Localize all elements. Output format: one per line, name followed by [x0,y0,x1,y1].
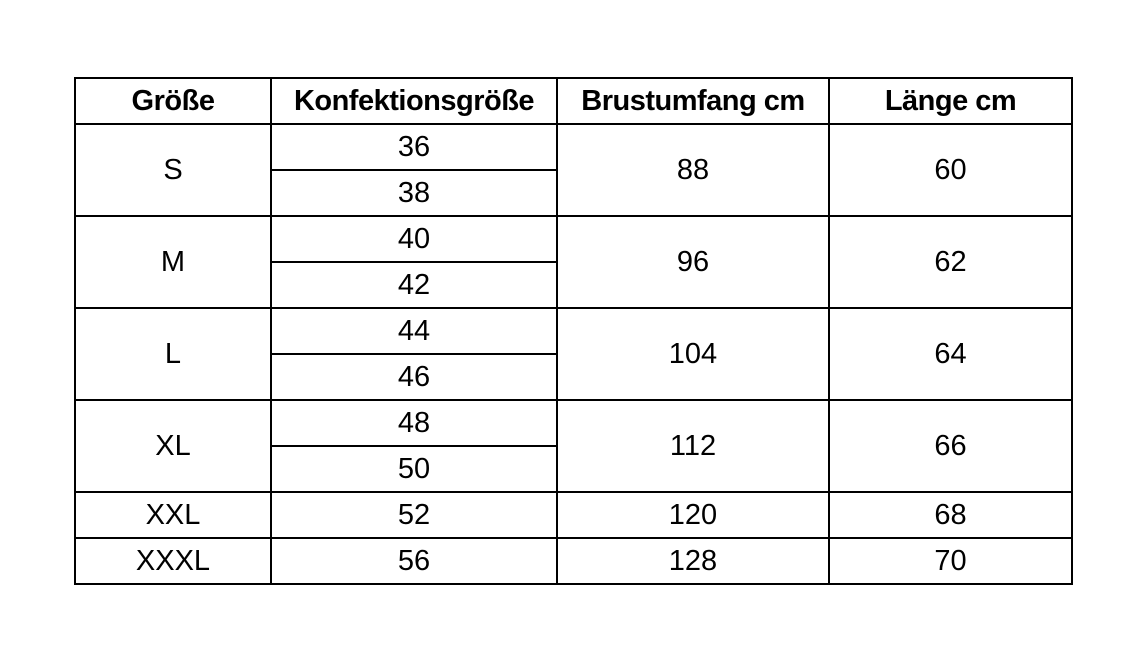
cell-laenge: 64 [829,308,1072,400]
header-konfektionsgroesse: Konfektionsgröße [271,78,557,124]
cell-brustumfang: 96 [557,216,829,308]
cell-groesse: XXXL [75,538,271,584]
table-row [75,308,1072,354]
header-row [75,78,1072,124]
cell-konfektion: 42 [271,262,557,308]
cell-brustumfang: 104 [557,308,829,400]
cell-laenge: 66 [829,400,1072,492]
cell-laenge: 62 [829,216,1072,308]
cell-laenge: 60 [829,124,1072,216]
cell-groesse: L [75,308,271,400]
cell-groesse: S [75,124,271,216]
size-chart-table [74,77,1073,585]
cell-konfektion: 44 [271,308,557,354]
cell-konfektion: 46 [271,354,557,400]
cell-groesse: XXL [75,492,271,538]
cell-brustumfang: 128 [557,538,829,584]
table-row [75,124,1072,170]
table-row [75,538,1072,584]
cell-laenge: 70 [829,538,1072,584]
table-row [75,400,1072,446]
cell-groesse: XL [75,400,271,492]
cell-konfektion: 52 [271,492,557,538]
cell-konfektion: 56 [271,538,557,584]
cell-brustumfang: 112 [557,400,829,492]
cell-groesse: M [75,216,271,308]
cell-konfektion: 40 [271,216,557,262]
header-laenge: Länge cm [829,78,1072,124]
cell-konfektion: 50 [271,446,557,492]
cell-konfektion: 48 [271,400,557,446]
table-row [75,216,1072,262]
header-groesse: Größe [75,78,271,124]
cell-konfektion: 36 [271,124,557,170]
cell-brustumfang: 88 [557,124,829,216]
cell-konfektion: 38 [271,170,557,216]
table-row [75,492,1072,538]
cell-laenge: 68 [829,492,1072,538]
cell-brustumfang: 120 [557,492,829,538]
header-brustumfang: Brustumfang cm [557,78,829,124]
